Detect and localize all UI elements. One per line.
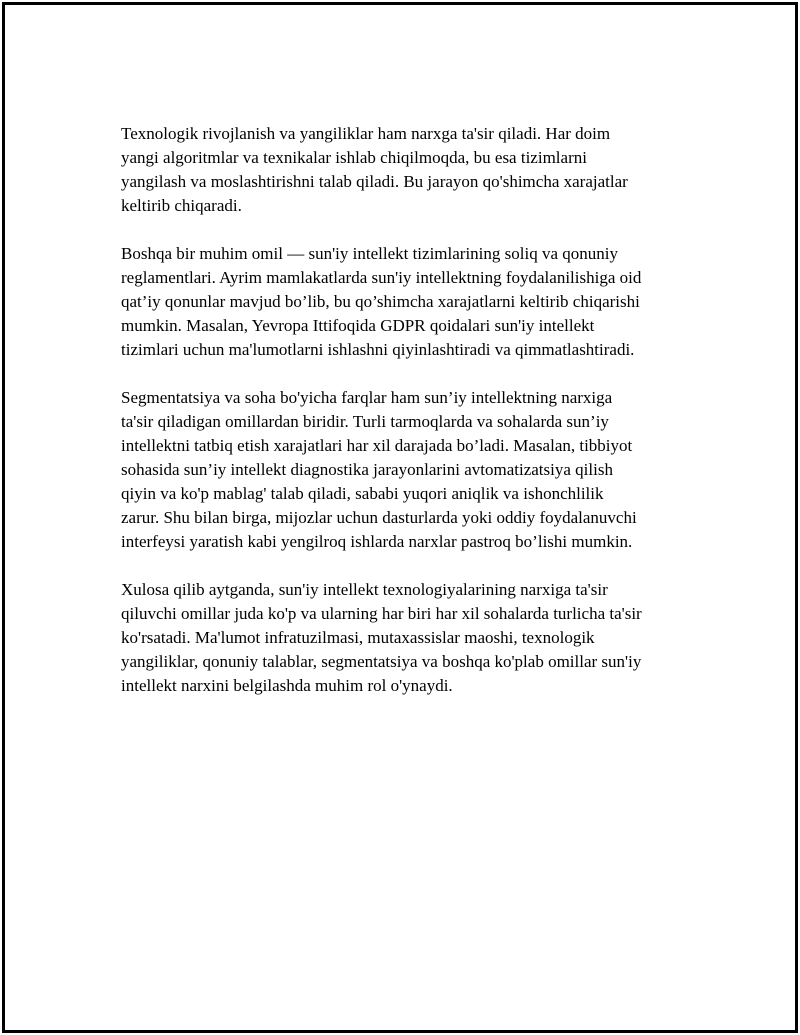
paragraph-conclusion: Xulosa qilib aytganda, sun'iy intellekt texnologiyalarining narxiga ta'sir qiluvchi omillar juda ko'p va ularning har biri har xil sohalarda turlicha ta'sir ko'rsatadi. Ma'lumot infratuzilmasi, mutaxassislar maoshi, texnologik yangiliklar, qonuniy talablar, segmentatsiya va boshqa ko'plab omillar sun'iy intellekt narxini belgilashda muhim rol o'ynaydi. (121, 580, 642, 695)
document-body (121, 122, 701, 722)
paragraph-regulation: Boshqa bir muhim omil — sun'iy intellekt tizimlarining soliq va qonuniy reglamentlari. Ayrim mamlakatlarda sun'iy intellektning foydalanilishiga oid qat’iy qonunlar mavjud bo’lib, bu qo’shimcha xarajatlarni keltirib chiqarishi mumkin. Masalan, Yevropa Ittifoqida GDPR qoidalari sun'iy intellekt tizimlari uchun ma'lumotlarni ishlashni qiyinlashtiradi va qimmatlashtiradi. (121, 244, 642, 359)
page-frame (2, 2, 798, 1033)
paragraph-segmentation: Segmentatsiya va soha bo'yicha farqlar ham sun’iy intellektning narxiga ta'sir qiladigan omillardan biridir. Turli tarmoqlarda va sohalarda sun’iy intellektni tatbiq etish xarajatlari har xil darajada bo’ladi. Masalan, tibbiyot sohasida sun’iy intellekt diagnostika jarayonlarini avtomatizatsiya qilish qiyin va ko'p mablag' talab qiladi, sababi yuqori aniqlik va ishonchlilik zarur. Shu bilan birga, mijozlar uchun dasturlarda yoki oddiy foydalanuvchi interfeysi yaratish kabi yengilroq ishlarda narxlar pastroq bo’lishi mumkin. (121, 388, 637, 551)
paragraph-technology: Texnologik rivojlanish va yangiliklar ham narxga ta'sir qiladi. Har doim yangi algoritmlar va texnikalar ishlab chiqilmoqda, bu esa tizimlarni yangilash va moslashtirishni talab qiladi. Bu jarayon qo'shimcha xarajatlar keltirib chiqaradi. (121, 124, 628, 215)
